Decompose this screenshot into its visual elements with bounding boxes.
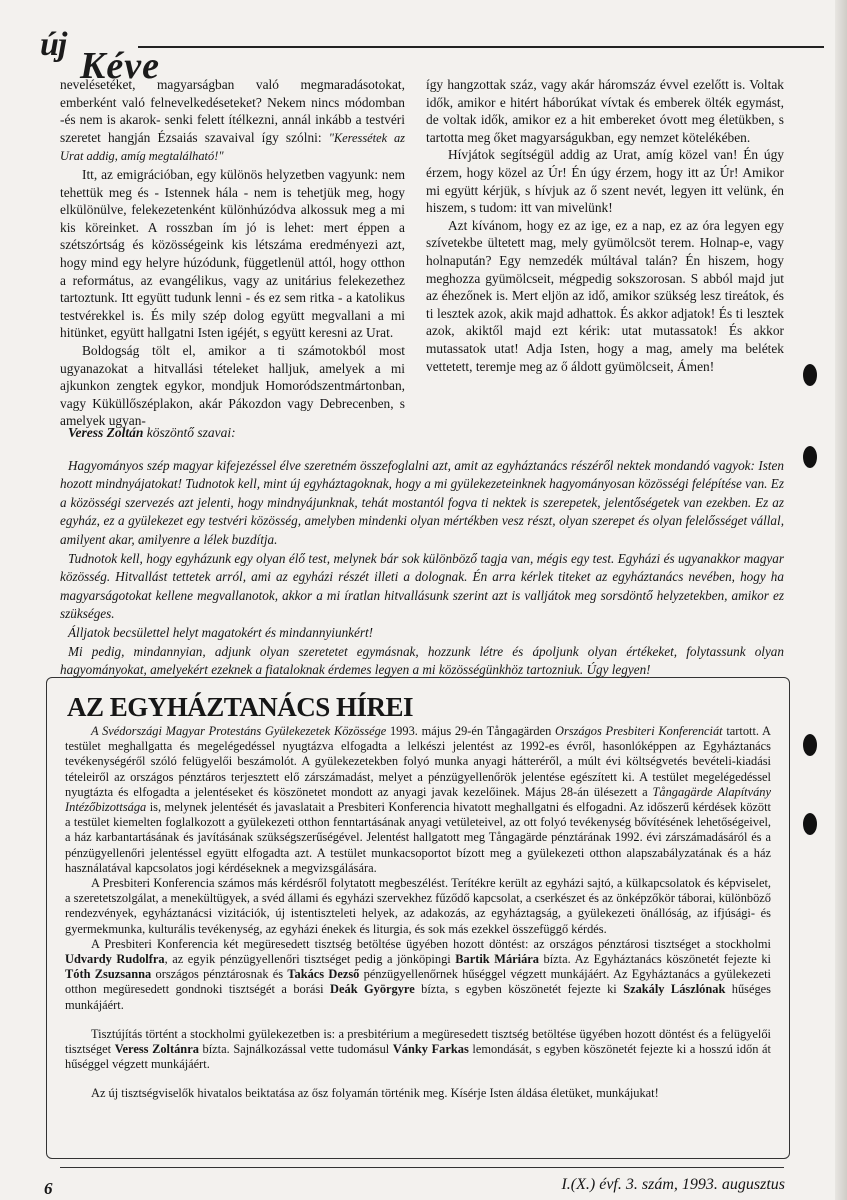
name-szakaly: Szakály Lászlónak — [623, 982, 726, 997]
news-p3-m: hűséges munkájáért. — [65, 982, 772, 1012]
news-paragraph-3 — [65, 937, 771, 1013]
punch-hole-1 — [803, 364, 817, 386]
left-paragraph-1-text: nevelésetéket, magyarságban való megmaradásotokat, emberként való felnevelkedéseteket? Nekem nincs módomban -és nem is akarok- senki felett ítélkezni, annál inkább a testvéri szeretet hangján Ézsaiás szavaival így szólni: — [60, 77, 405, 145]
name-veress: Veress Zoltánra — [114, 1042, 199, 1057]
page-number: 6 — [44, 1179, 53, 1198]
punch-hole-4 — [803, 813, 817, 835]
masthead-rule — [138, 46, 824, 48]
issue-line: I.(X.) évf. 3. szám, 1993. augusztus — [561, 1176, 785, 1193]
bible-quote: "Keressétek az Urat addig, amíg megtalálható!" — [60, 130, 405, 164]
news-p4-c: bízta. Sajnálkozással vette tudomásul — [198, 1042, 393, 1057]
punch-hole-3 — [803, 734, 817, 756]
name-takacs: Takács Dezső — [287, 967, 360, 982]
footer-rule — [60, 1167, 784, 1168]
right-paragraph-3: Azt kívánom, hogy ez az ige, ez a nap, ez az óra legyen egy szívetekbe ültetett mag, mely gyümölcsöt terem. Holnap-e, vagy holnapután? Egy nemzedék múltával talán? Én hiszem, hogy meghozza gyümölcseit, mégpedig sokszorosan. S abból majd jut az éhezőnek is. Mert eljön az idő, amikor szükség lesz tireátok, és ti lesztek azok, akik majd adhattok. És akkor adjatok! És ti lesztek azok, akiktől majd ezt kérik: utat mutassatok! És akkor mutassatok utat! Adja Isten, hogy a mag, amely ma belétek vettetett, teremje meg az ő áldott gyümölcseit, Ámen! — [426, 217, 784, 374]
news-p3-g: országos pénztárosnak és — [151, 967, 288, 982]
masthead-uj: új — [40, 26, 67, 63]
speech-paragraph-2: Tudnotok kell, hogy egyházunk egy olyan élő test, melynek bár sok különböző tagja van, mégis egy test. Egyházi és ugyanakkor magyar közösség. Hitvallást tettetek arról, ami az egyházi részét illeti a dolognak. Én arra kérlek titeket az egyháztanács nevében, hogy ha magyarságotokat kellene megvallanotok, akkor a mi íratlan hitvallásunk szerint azt is valljátok meg sorsdöntő helyzetekben, amikor ez szükséges. — [60, 550, 784, 622]
speech-speaker: Veress Zoltán — [68, 425, 144, 440]
news-p3-i: pénzügyellenőrnek hűséggel végzett munkájáért. Az Egyháztanács a gyülekezeti otthon megüresedett gondnoki tisztségét a borási — [65, 967, 772, 997]
news-paragraph-2: A Presbiteri Konferencia számos más kérdésről folytatott megbeszélést. Terítékre került az egyházi sajtó, a külkapcsolatok és képviselet, a szeretetszolgálat, a menekültügyek, a svéd állami és egyházi szervekhez fűződő kapcsolat, a cserkészet és az önképzőkör táborai, különböző rendezvények, egyháztanácsi vizitációk, új istentiszteleti helyek, az adakozás, az egyháztagság, a gyülekezeti önállóság, az ifjúsági- és gyermekmunka, kulturális tevékenység, az egyházi énekek és liturgia, és sok más ezekkel összefüggő kérdés. — [65, 876, 771, 936]
speech-paragraph-4: Mi pedig, mindannyian, adjunk olyan szeretetet egymásnak, hozzunk létre és ápoljunk olyan értékeket, folytassunk olyan hagyományokat, amelyekért ezeknek a fiataloknak érdemes legyen a mi közösségünkhöz tartozniuk. Úgy legyen! — [60, 643, 784, 678]
foundation-name: Tångagärde Alapítvány Intézőbizottsága — [65, 784, 772, 815]
speech-heading-rest: köszöntő szavai: — [143, 425, 236, 440]
left-paragraph-1 — [60, 76, 405, 166]
news-p3-a: A Presbiteri Konferencia két megüresedett tisztség betöltése ügyében hozott döntést: az országos pénztárosi tisztséget a stockholmi — [91, 936, 771, 951]
name-vanky: Vánky Farkas — [392, 1042, 469, 1057]
right-column — [426, 76, 784, 375]
news-p3-e: bízta. Az Egyháztanács köszönetét fejezte ki — [538, 952, 771, 967]
news-p1-b: 1993. május 29-én Tångagärden — [386, 724, 555, 738]
name-bartik: Bartik Máriára — [455, 952, 539, 967]
news-paragraph-1 — [65, 724, 771, 876]
news-p3-c: , az egyik pénzügyellenőri tisztséget pedig a jönköpingi — [164, 952, 456, 967]
page-edge-shadow — [835, 0, 847, 1200]
news-p1-f: is, melynek jelentését és javaslatait a Presbiteri Konferencia hivatott meghallgatni és elfogadni. Az időszerű kérdések között a testület kiemelten foglalkozott a gyülekezeti otthon fenntartásának anyagi vetületeivel, az ott folyó tevékenység bővítésének lehetőségeivel, a ház karbantartásának és javításának szükségszerűségével. Jelentést hallgatott meg Tångagärde pénztárának 1992. évi zárszámadásáról és a pénzügyellenőri jelentéssel együtt elfogadta azt. A testület munkacsoportot bízott meg a gyülekezeti otthon alapszabályzatának és a ház használatával kapcsolatos jogi kérdéseknek a megvizsgálására. — [65, 800, 771, 875]
masthead-keve: Kéve — [80, 45, 160, 87]
speech-section — [60, 424, 784, 680]
news-title: AZ EGYHÁZTANÁCS HÍREI — [67, 692, 414, 722]
left-paragraph-2: Itt, az emigrációban, egy különös helyzetben vagyunk: nem tehettük meg és - Istennek hála - nem is tehetjük meg, hogy elkülönülve, felekezetenként különhúzódva alkossuk meg a mi kis köreinket. A rosszban ím jó is lehet: mert éppen a szétszórtság és közösségeink kis létszáma eredményezi azt, hogy mind egy helyre húzódunk, függetlenül attól, hogy otthon a református, az evangélikus, vagy az unitárius felekezethez tartoztunk. Itt együtt tudunk lenni - és ez sem ritka - a katolikus testvérekkel is. És mily szép dolog együtt megvallani a mi hitünket, együtt hallgatni Isten igéjét, s együtt keresni az Urat. — [60, 166, 405, 341]
speech-heading — [68, 424, 784, 443]
org-name: A Svédországi Magyar Protestáns Gyülekezetek Közössége — [91, 724, 387, 738]
conference-name: Országos Presbiteri Konferenciát — [555, 724, 723, 738]
news-p1-d: tartott. A testület meghallgatta és megelégedéssel nyugtázva elfogadta a lelkészi jelentést az 1992-es évről, hasonlóképpen az Egyháztanács tevékenységéről szóló felügyelői beszámolót. A gyülekezetekben folyó munka anyagi hátteréről, a múlt évi költségvetés bevételi-kiadási tételeiről az országos pénztáros terjesztett elő zárszámadást, melyet a pénzügyellenőrök jelentése egészített ki. A testület megelégedéssel nyugtázta és elfogadta a jelentéseket és köszönetet mondott az anyagi javak kezelőinek. Május 28-án ülésezett a — [65, 724, 771, 799]
news-paragraph-4 — [65, 1027, 771, 1073]
left-paragraph-3: Boldogság tölt el, amikor a ti számotokból most ugyanazokat a hitvallási tételeket halljuk, amelyek a mi ajkunkon zengtek egykor, mondjuk Homoródszentmártonban, vagy Küküllőszéplakon, akár Pákozdon vagy Debrecenben, s amelyek ugyan- — [60, 342, 405, 429]
news-p3-k: bízta, s egyben köszönetét fejezte ki — [414, 982, 624, 997]
right-paragraph-1: így hangzottak száz, vagy akár háromszáz évvel ezelőtt is. Voltak idők, amikor e hitért háborúkat vívtak és emberek ölték egymást, de voltak idők, amikor ez a hit embereket óvott meg életükben, s tartotta meg őket magyarságukban, egy nemzet kötelékében. — [426, 77, 784, 145]
left-column — [60, 76, 405, 430]
news-p4-e: lemondását, s egyben köszönetét fejezte ki a hosszú időn át hűséggel végzett munkájáért. — [65, 1042, 771, 1072]
news-p4-a: Tisztújítás történt a stockholmi gyülekezetben is: a presbitérium a megüresedett tisztség betöltése ügyében hozott döntést és a felügyelői tisztséget — [65, 1026, 771, 1057]
punch-hole-2 — [803, 446, 817, 468]
name-toth: Tóth Zsuzsanna — [65, 967, 152, 982]
news-box — [46, 677, 790, 1159]
right-paragraph-2: Hívjátok segítségül addig az Urat, amíg közel van! Én úgy érzem, hogy közel az Úr! Én úgy érzem, hogy itt az Úr! Amikor mi együtt kérjük, s hívjuk az ő szent nevét, legyen itt velünk, én hiszem, s tudom: itt van mivelünk! — [426, 147, 784, 216]
name-udvardy: Udvardy Rudolfra — [65, 952, 165, 967]
speech-paragraph-1: Hagyományos szép magyar kifejezéssel élve szeretném összefoglalni azt, amit az egyháztanács részéről nektek mondandó vagyok: Isten hozott mindnyájatokat! Tudnotok kell, mint új egyháztagoknak, hogy a mi gyülekezeteinknek hagyományosan közösségi felépítése van. Ez a közösségi szervezés azt jelenti, hogy mindnyájunknak, tehát mostantól fogva ti nektek is szerepetek, jelentőségetek van ezekben. Ez az egyház, ez a gyülekezet egy testvéri közösség, amelyben mindenki olyan mértékben vesz részt, olyan szerepet és olyan felelősséget vállal, amilyent akar, amilyenre a lélek buzdítja. — [60, 457, 784, 547]
news-body — [65, 724, 771, 1102]
name-deak: Deák Györgyre — [330, 982, 415, 997]
speech-paragraph-3: Álljatok becsülettel helyt magatokért és mindannyiunkért! — [68, 624, 374, 640]
news-paragraph-5: Az új tisztségviselők hivatalos beiktatása az ősz folyamán történik meg. Kísérje Isten áldása életüket, munkájukat! — [91, 1086, 659, 1101]
